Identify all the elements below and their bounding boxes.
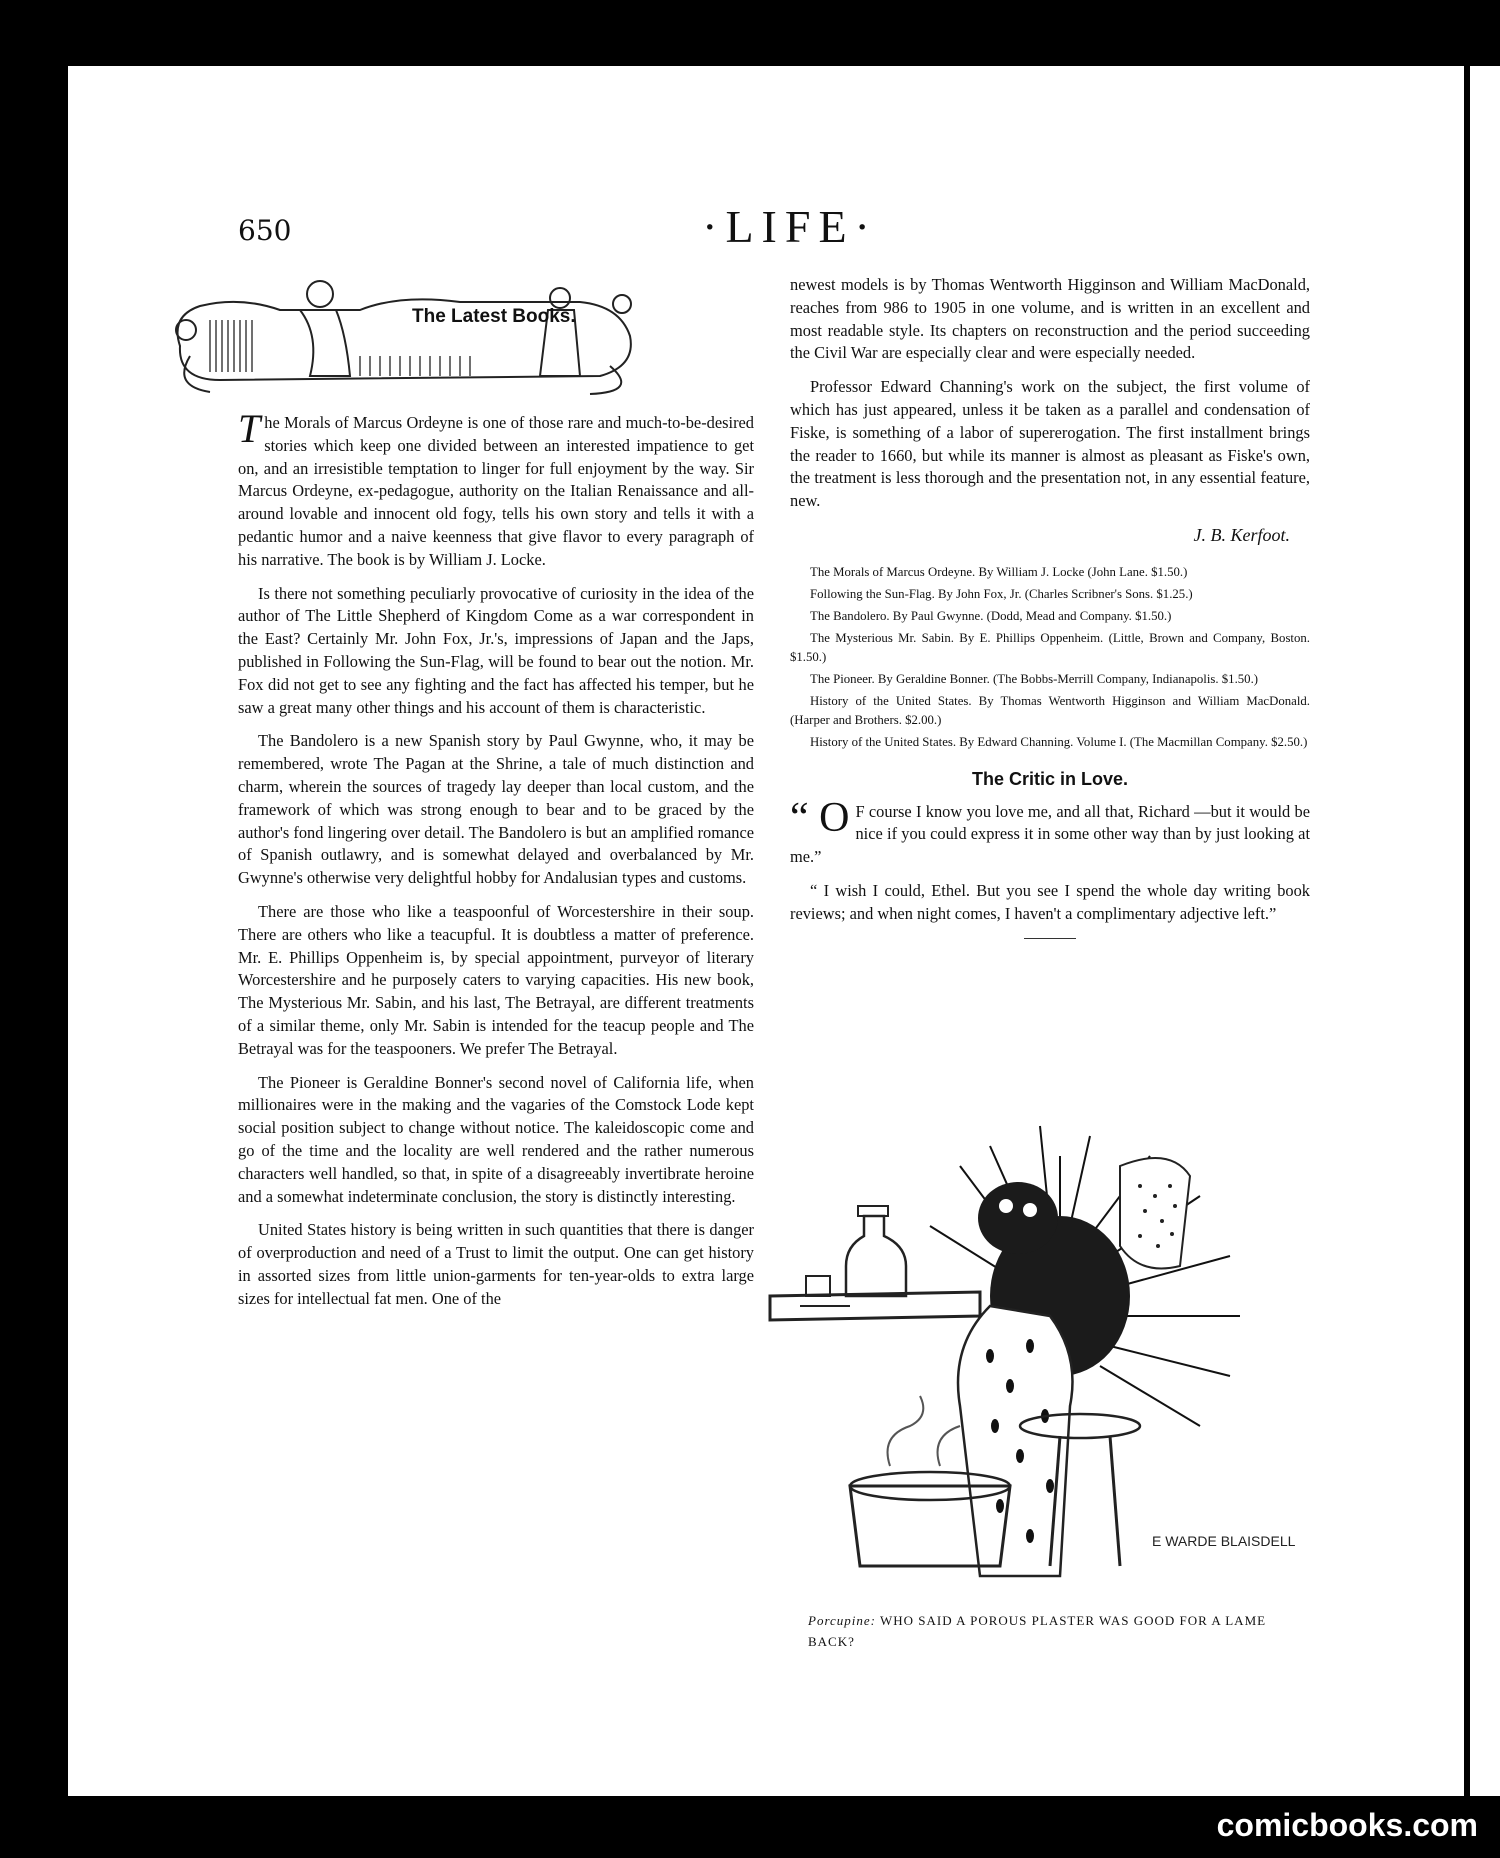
review-the-bandolero: The Bandolero is a new Spanish story by Paul Gwynne, who, it may be remembered, wrote The Pagan at the Shrine, a tale of much distinction and charm, wherein the sources of tragedy lay deeper than local custom, and the framework of which was strong enough to bear and to be graced by the author's fond lingering over detail. The Bandolero is but an amplified romance of Spanish outlawry, and is somewhat delayed and overbalanced by Mr. Gwynne's otherwise very delightful hobby for Andalusian types and customs. <box>238 731 754 888</box>
book-note: The Pioneer. By Geraldine Bonner. (The Bobbs-Merrill Company, Indianapolis. $1.50.) <box>810 671 1259 686</box>
review-mysterious-mr-sabin: There are those who like a teaspoonful of Worcestershire in their soup. There are others who like a teacupful. It is doubtless a matter of preference. Mr. E. Phillips Oppenheim is, by special appointment, purveyor of literary Worcestershire and he purposely caters to varying capacities. His new book, The Mysterious Mr. Sabin, and his last, The Betrayal, are different treatments of a similar theme, only Mr. Sabin is intended for the teacup people and The Betrayal was for the teaspooners. We prefer The Betrayal. <box>238 901 754 1058</box>
porcupine-cartoon <box>760 1106 1320 1596</box>
drop-cap: “ O <box>790 794 850 841</box>
book-note: The Bandolero. By Paul Gwynne. (Dodd, Mead and Company. $1.50.) <box>810 608 1172 623</box>
review-us-history-start: United States history is being written in such quantities that there is danger of overproduction and need of a Trust to limit the output. One can get history in assorted sizes from little union-garments for ten-year-olds to extra large sizes for intellectual fat men. One of the <box>238 1220 754 1308</box>
caption-speaker: Porcupine: <box>808 1613 876 1628</box>
masthead: ·LIFE· <box>702 201 878 252</box>
banner-title: The Latest Books. <box>412 306 576 327</box>
artist-signature: E WARDE BLAISDELL <box>1152 1533 1296 1549</box>
critic-dialogue-2: “ I wish I could, Ethel. But you see I spend the whole day writing book reviews; and when night comes, I haven't a complimentary adjective left.” <box>790 880 1310 923</box>
latest-books-banner <box>160 276 640 400</box>
cartoon-caption <box>808 1610 1308 1652</box>
book-note: The Mysterious Mr. Sabin. By E. Phillips Oppenheim. (Little, Brown and Company, Boston. $1.50.) <box>790 630 1310 664</box>
drop-cap: T <box>238 406 261 451</box>
book-note: History of the United States. By Thomas Wentworth Higginson and William MacDonald. (Harper and Brothers. $2.00.) <box>790 693 1310 727</box>
right-column <box>790 274 1310 939</box>
book-note: The Morals of Marcus Ordeyne. By William J. Locke (John Lane. $1.50.) <box>810 564 1188 579</box>
left-column <box>238 406 754 1321</box>
review-morals-of-marcus-ordeyne: The Morals of Marcus Ordeyne is one of those rare and much-to-be-desired stories which keep one divided between an interested impatience to get on, and an irresistible temptation to linger for full enjoyment by the way. Sir Marcus Ordeyne, ex-pedagogue, authority on the Italian Renaissance and all-around lovable and innocent old fogy, tells his own story and tells it with a pedantic humor and a naive keenness that give flavor to every paragraph of his narrative. The book is by William J. Locke. <box>238 406 754 569</box>
watermark: comicbooks.com <box>1216 1807 1478 1843</box>
review-the-pioneer: The Pioneer is Geraldine Bonner's second novel of California life, when millionaires were in the making and the vagaries of the Comstock Lode kept social position subject to change without notice. The kaleidoscopic come and go of the time and the locality are well rendered and the rather numerous characters well handled, so that, in spite of a disagreeably invertibrate heroine and a somewhat indeterminate conclusion, the story is distinctly interesting. <box>238 1072 754 1206</box>
facing-page-edge <box>1466 66 1500 1796</box>
page-number: 650 <box>238 214 292 247</box>
review-us-history-continued: newest models is by Thomas Wentworth Higginson and William MacDonald, reaches from 986 to 1905 in one volume, and is written in an excellent and most readable style. Its chapters on reconstruction and the period succeeding the Civil War are especially clear and were especially needed. <box>790 275 1310 363</box>
review-following-the-sun-flag: Is there not something peculiarly provocative of curiosity in the idea of the author of The Little Shepherd of Kingdom Come as a war correspondent in the East? Certainly Mr. John Fox, Jr.'s, impressions of Japan and the Japs, published in Following the Sun-Flag, will be found to bear out the notion. Mr. Fox did not get to see any fighting and the fact has affected his temper, but he saw a great many other things and his account of them is characteristic. <box>238 583 754 717</box>
caption-text: WHO SAID A POROUS PLASTER WAS GOOD FOR A LAME BACK? <box>808 1613 1267 1649</box>
reviewer-signature: J. B. Kerfoot. <box>1193 524 1290 545</box>
book-notes-list <box>790 563 1310 752</box>
review-channing-history: Professor Edward Channing's work on the subject, the first volume of which has just appeared, unless it be taken as a parallel and condensation of Fiske, is something of a labor of supererogation. The first installment brings the reader to 1660, but while its manner is almost as pleasant as Fiske's own, the treatment is less thorough and the presentation not, in any essential feature, new. <box>790 377 1310 511</box>
critic-dialogue-1: “ O F course I know you love me, and all that, Richard —but it would be nice if you could express it in some other way than by just looking at me.” <box>790 794 1310 867</box>
divider <box>1024 938 1076 939</box>
book-note: Following the Sun-Flag. By John Fox, Jr. (Charles Scribner's Sons. $1.25.) <box>810 586 1193 601</box>
book-note: History of the United States. By Edward Channing. Volume I. (The Macmillan Company. $2.50.) <box>810 734 1308 749</box>
critic-in-love-title: The Critic in Love. <box>971 768 1129 789</box>
